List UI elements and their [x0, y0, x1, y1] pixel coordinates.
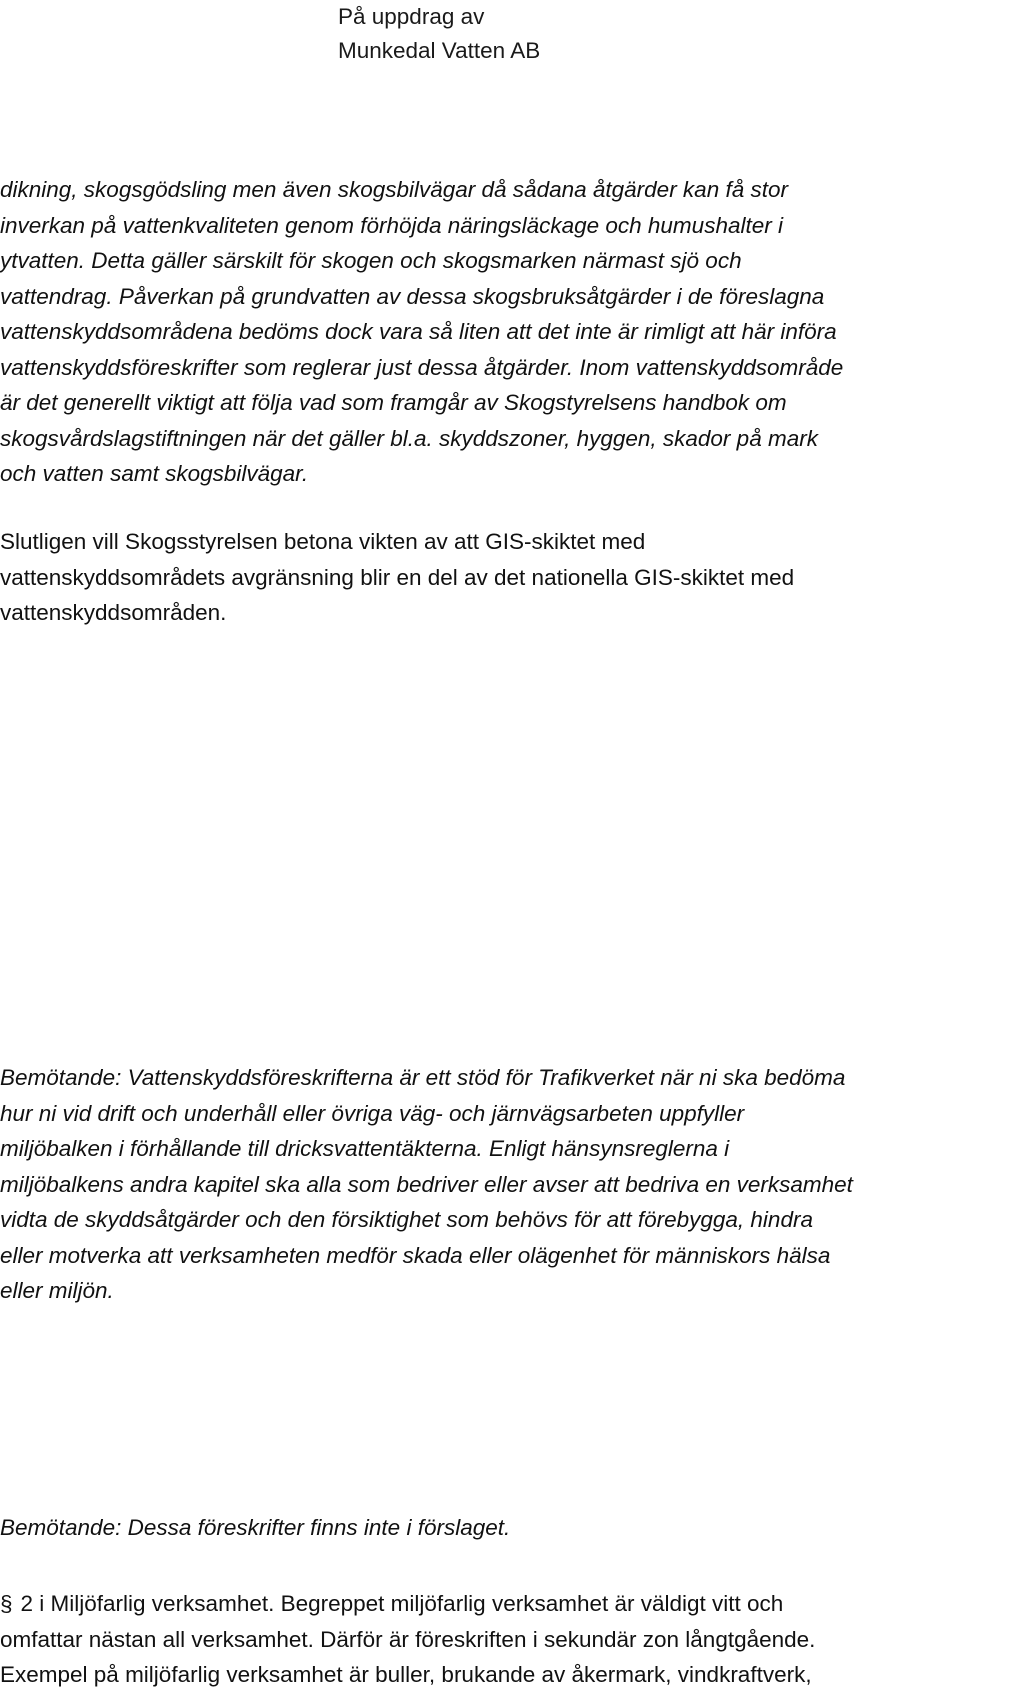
paragraph-response-trafikverket: [0, 1060, 853, 1309]
text-line: vattenskyddsföreskrifter som reglerar just dessa åtgärder. Inom vattenskyddsområde: [0, 354, 844, 380]
paragraph-environmental-activity: [0, 1586, 815, 1693]
text-line: 2 i Miljöfarlig verksamhet. Begreppet miljöfarlig verksamhet är väldigt vitt och: [20, 1591, 784, 1616]
text-line: vattenskyddsområdets avgränsning blir en del av det nationella GIS-skiktet med: [0, 564, 795, 590]
paragraph-response-not-in-proposal: [0, 1510, 510, 1546]
paragraph-forestry-measures: [0, 172, 843, 492]
text-line: inverkan på vattenkvaliteten genom förhöjda näringsläckage och humushalter i: [0, 212, 783, 238]
text-line: vidta de skyddsåtgärder och den försiktighet som behövs för att förebygga, hindra: [0, 1207, 813, 1232]
section-sign: §: [0, 1591, 13, 1616]
text-line: dikning, skogsgödsling men även skogsbilvägar då sådana åtgärder kan få stor: [0, 177, 788, 202]
text-line-first: [0, 1586, 815, 1622]
text-line: är det generellt viktigt att följa vad som framgår av Skogstyrelsens handbok om: [0, 390, 787, 415]
paragraph-gis-layer: [0, 524, 794, 631]
text-line: omfattar nästan all verksamhet. Därför är föreskriften i sekundär zon långtgående.: [0, 1626, 816, 1652]
text-line: eller motverka att verksamheten medför skada eller olägenhet för människors hälsa: [0, 1242, 831, 1268]
header-line-client: Munkedal Vatten AB: [338, 38, 541, 63]
text-line: skogsvårdslagstiftningen när det gäller bl.a. skyddszoner, hyggen, skador på mark: [0, 425, 818, 451]
text-line: vattendrag. Påverkan på grundvatten av dessa skogsbruksåtgärder i de föreslagna: [0, 283, 825, 309]
text-line: vattenskyddsområdena bedöms dock vara så liten att det inte är rimligt att här införa: [0, 319, 837, 344]
document-header: [338, 0, 540, 68]
text-line: ytvatten. Detta gäller särskilt för skogen och skogsmarken närmast sjö och: [0, 248, 742, 273]
text-line: miljöbalkens andra kapitel ska alla som bedriver eller avser att bedriva en verksamhet: [0, 1171, 853, 1197]
text-line: vattenskyddsområden.: [0, 600, 227, 625]
text-line: Exempel på miljöfarlig verksamhet är buller, brukande av åkermark, vindkraftverk,: [0, 1662, 812, 1687]
text-line: Slutligen vill Skogsstyrelsen betona vikten av att GIS-skiktet med: [0, 529, 646, 554]
text-line: Bemötande: Dessa föreskrifter finns inte i förslaget.: [0, 1515, 511, 1540]
text-line: eller miljön.: [0, 1278, 114, 1303]
text-line: hur ni vid drift och underhåll eller övriga väg- och järnvägsarbeten uppfyller: [0, 1100, 745, 1126]
text-line: och vatten samt skogsbilvägar.: [0, 461, 309, 486]
text-line: miljöbalken i förhållande till dricksvattentäkterna. Enligt hänsynsreglerna i: [0, 1136, 730, 1161]
text-line: Bemötande: Vattenskyddsföreskrifterna är ett stöd för Trafikverket när ni ska bedöma: [0, 1065, 846, 1090]
header-line-commission: På uppdrag av: [338, 4, 485, 29]
